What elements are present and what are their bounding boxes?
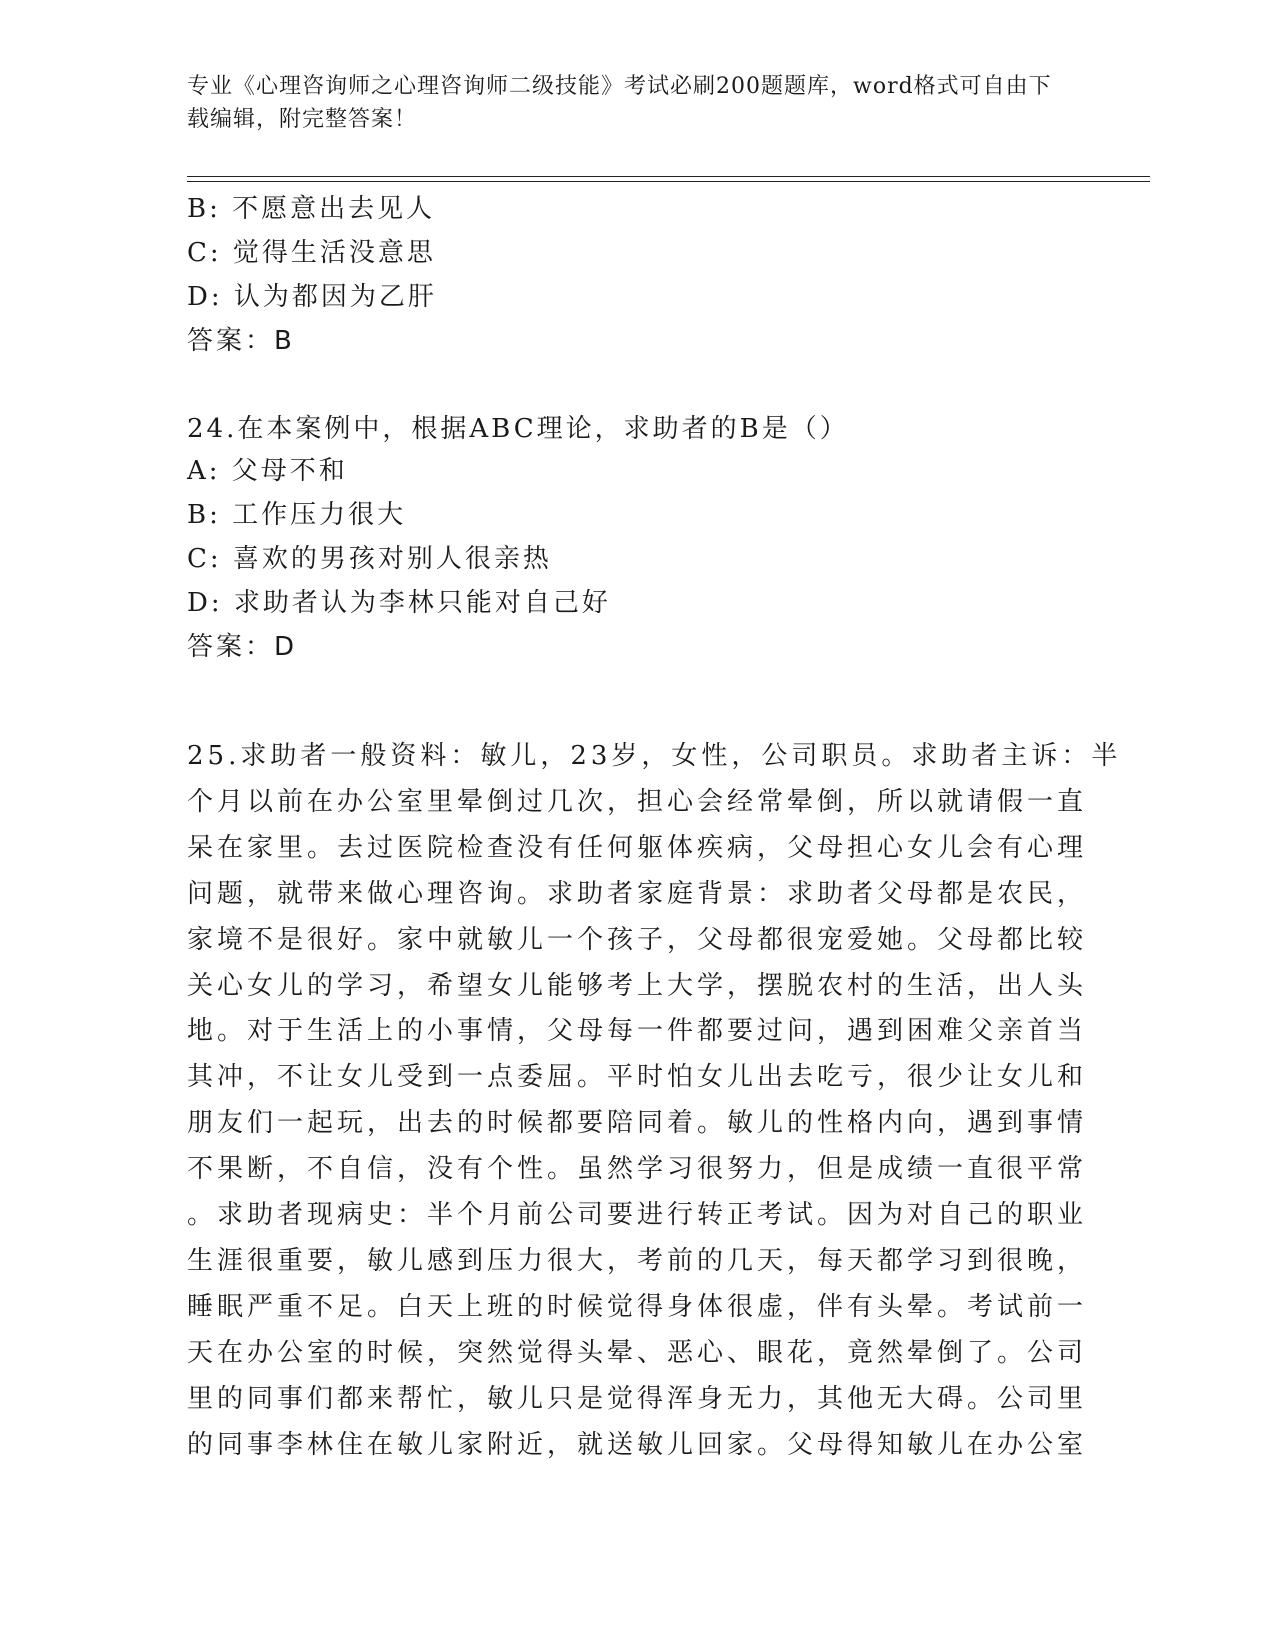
q25-line: 的同事李林住在敏儿家附近，就送敏儿回家。父母得知敏儿在办公室 <box>187 1429 1088 1460</box>
q24-question: 24.在本案例中，根据ABC理论，求助者的B是（） <box>187 414 849 444</box>
q24-option-a: A: 父母不和 <box>187 456 348 486</box>
q25-line: 其冲，不让女儿受到一点委屈。平时怕女儿出去吃亏，很少让女儿和 <box>187 1062 1088 1093</box>
header-rule-bottom <box>187 181 1150 182</box>
q25-line: 问题，就带来做心理咨询。求助者家庭背景：求助者父母都是农民， <box>187 878 1088 909</box>
q25-question-text <box>187 734 1122 1469</box>
q23-option-c: C: 觉得生活没意思 <box>187 238 436 268</box>
q25-line: 睡眠严重不足。白天上班的时候觉得身体很虚，伴有头晕。考试前一 <box>187 1291 1088 1322</box>
document-header: 专业《心理咨询师之心理咨询师二级技能》考试必刷200题题库，word格式可自由下载编辑，附完整答案！ <box>187 74 1052 132</box>
q25-line: 天在办公室的时候，突然觉得头晕、恶心、眼花，竟然晕倒了。公司 <box>187 1337 1088 1368</box>
q25-line: 。求助者现病史：半个月前公司要进行转正考试。因为对自己的职业 <box>187 1200 1088 1231</box>
q25-line: 里的同事们都来帮忙，敏儿只是觉得浑身无力，其他无大碍。公司里 <box>187 1383 1088 1414</box>
q25-line: 不果断，不自信，没有个性。虽然学习很努力，但是成绩一直很平常 <box>187 1154 1088 1185</box>
q24-answer: 答案：D <box>187 632 298 662</box>
q23-answer: 答案：B <box>187 326 295 356</box>
q25-line: 关心女儿的学习，希望女儿能够考上大学，摆脱农村的生活，出人头 <box>187 970 1088 1001</box>
q23-option-d: D: 认为都因为乙肝 <box>187 282 437 312</box>
q25-line: 呆在家里。去过医院检查没有任何躯体疾病，父母担心女儿会有心理 <box>187 832 1088 863</box>
q25-line: 家境不是很好。家中就敏儿一个孩子，父母都很宠爱她。父母都比较 <box>187 924 1088 955</box>
q25-line: 地。对于生活上的小事情，父母每一件都要过问，遇到困难父亲首当 <box>187 1016 1088 1047</box>
q24-option-c: C: 喜欢的男孩对别人很亲热 <box>187 544 552 574</box>
q25-line: 个月以前在办公室里晕倒过几次，担心会经常晕倒，所以就请假一直 <box>187 786 1088 817</box>
q25-line: 生涯很重要，敏儿感到压力很大，考前的几天，每天都学习到很晚， <box>187 1245 1088 1276</box>
q25-line: 25.求助者一般资料：敏儿，23岁，女性，公司职员。求助者主诉：半 <box>187 741 1122 771</box>
q24-option-d: D: 求助者认为李林只能对自己好 <box>187 588 611 618</box>
q24-option-b: B: 工作压力很大 <box>187 500 407 530</box>
q23-option-b: B: 不愿意出去见人 <box>187 194 436 224</box>
q25-line: 朋友们一起玩，出去的时候都要陪同着。敏儿的性格内向，遇到事情 <box>187 1108 1088 1139</box>
header-rule-top <box>187 176 1150 177</box>
